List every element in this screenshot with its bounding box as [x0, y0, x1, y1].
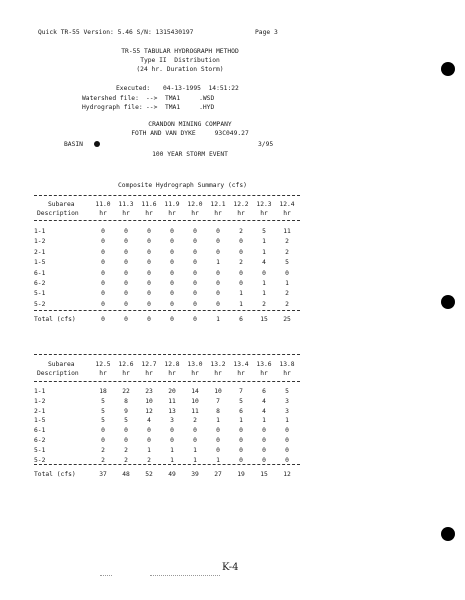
table-cell: 0: [239, 269, 243, 277]
table-cell: 0: [101, 437, 105, 444]
table-cell: 0: [124, 427, 128, 435]
company-name: CRANDON MINING COMPANY: [148, 121, 232, 128]
table-cell: 0: [147, 427, 151, 435]
table-cell: 1: [170, 456, 174, 464]
table-cell: 0: [147, 238, 151, 246]
row-label: 5-2: [34, 300, 46, 308]
time-header: 12.8: [164, 361, 180, 368]
subarea-header: Subarea: [48, 361, 75, 368]
table-cell: 2: [285, 300, 289, 308]
table-cell: 0: [193, 300, 197, 308]
row-label: 2-1: [34, 407, 46, 415]
table-cell: 0: [239, 238, 243, 246]
table-cell: 8: [124, 397, 128, 405]
table-cell: 0: [101, 269, 105, 277]
basin-marker-icon: [94, 141, 100, 147]
row-label: 6-2: [34, 437, 46, 444]
date-label: 3/95: [258, 141, 274, 148]
table-cell: 6: [239, 407, 243, 415]
total-cell: 15: [260, 316, 268, 323]
table-cell: 4: [147, 417, 151, 425]
table-cell: 0: [147, 259, 151, 267]
page-number: Page 3: [255, 29, 278, 36]
row-label: 5-1: [34, 446, 46, 454]
row-label: 5-2: [34, 456, 46, 464]
table-cell: 0: [193, 238, 197, 246]
row-label: 6-1: [34, 427, 46, 435]
table-cell: 0: [147, 248, 151, 256]
table-cell: 0: [216, 300, 220, 308]
table-cell: 0: [193, 259, 197, 267]
table-cell: 0: [170, 269, 174, 277]
table-cell: 1: [147, 446, 151, 454]
total-cell: 0: [101, 316, 105, 323]
total-cell: 49: [168, 471, 176, 478]
table-cell: 2: [285, 290, 289, 298]
table-cell: 1: [239, 290, 243, 298]
table-cell: 0: [124, 269, 128, 277]
table-cell: 23: [145, 388, 153, 395]
table-cell: 1: [193, 456, 197, 464]
table-cell: 0: [147, 269, 151, 277]
row-label: 1-2: [34, 397, 46, 405]
table-cell: 7: [239, 388, 243, 395]
table-cell: 0: [216, 446, 220, 454]
table-cell: 0: [101, 259, 105, 267]
table-cell: 0: [101, 427, 105, 435]
total-cell: 52: [145, 471, 153, 478]
table-cell: 0: [285, 269, 289, 277]
time-unit: hr: [283, 370, 291, 377]
row-label: 2-1: [34, 248, 46, 256]
table-cell: 0: [124, 238, 128, 246]
footer-scan-mark: [150, 575, 220, 576]
table-cell: 0: [124, 248, 128, 256]
row-label: 1-1: [34, 388, 46, 395]
table-cell: 0: [170, 290, 174, 298]
table-cell: 0: [193, 280, 197, 287]
table-cell: 0: [193, 427, 197, 435]
table-cell: 1: [216, 259, 220, 267]
table-cell: 2: [124, 456, 128, 464]
time-unit: hr: [168, 370, 176, 377]
total-cell: 0: [170, 316, 174, 323]
binder-hole-top: [441, 62, 455, 76]
footer-scan-mark-left: [100, 575, 112, 576]
time-unit: hr: [191, 210, 199, 217]
hydrograph-label: Hydrograph file:: [82, 104, 143, 111]
table-cell: 4: [262, 397, 266, 405]
consultant-name: FOTH AND VAN DYKE 93C049.27: [131, 130, 249, 137]
total-cell: 19: [237, 471, 245, 478]
table1-bottom-rule: [34, 310, 300, 311]
time-unit: hr: [122, 210, 130, 217]
table-cell: 0: [170, 300, 174, 308]
binder-hole-bottom: [441, 527, 455, 541]
table-cell: 0: [216, 437, 220, 444]
time-unit: hr: [99, 370, 107, 377]
table-cell: 0: [147, 300, 151, 308]
table-cell: 0: [285, 437, 289, 444]
table-cell: 11: [191, 407, 199, 415]
watershed-label: Watershed file:: [82, 95, 139, 102]
table-cell: 1: [262, 280, 266, 287]
table-cell: 2: [239, 259, 243, 267]
table-cell: 1: [262, 238, 266, 246]
time-header: 12.2: [233, 201, 249, 208]
table-cell: 0: [170, 259, 174, 267]
page-id-footer: K-4: [222, 562, 239, 573]
table-cell: 0: [101, 300, 105, 308]
total-cell: 0: [124, 316, 128, 323]
time-header: 12.6: [118, 361, 134, 368]
time-unit: hr: [99, 210, 107, 217]
time-header: 11.9: [164, 201, 180, 208]
table-cell: 0: [262, 456, 266, 464]
table-cell: 0: [262, 269, 266, 277]
table-cell: 2: [262, 300, 266, 308]
table-cell: 9: [124, 407, 128, 415]
table-cell: 18: [99, 388, 107, 395]
table-cell: 0: [193, 248, 197, 256]
table-cell: 1: [285, 280, 289, 287]
table-cell: 1: [239, 300, 243, 308]
row-label: 6-2: [34, 280, 46, 287]
description-header: Description: [37, 210, 79, 217]
table-cell: 0: [101, 228, 105, 235]
total-cell: 0: [193, 316, 197, 323]
time-header: 13.0: [187, 361, 203, 368]
table-cell: 5: [101, 397, 105, 405]
table-cell: 5: [262, 228, 266, 235]
table-cell: 0: [193, 269, 197, 277]
total-cell: 48: [122, 471, 130, 478]
time-unit: hr: [237, 370, 245, 377]
table-cell: 0: [216, 290, 220, 298]
table-cell: 0: [170, 228, 174, 235]
executed-label: Executed:: [116, 85, 151, 92]
subarea-header: Subarea: [48, 201, 75, 208]
table-cell: 0: [262, 427, 266, 435]
table-cell: 0: [216, 280, 220, 287]
table-cell: 11: [168, 397, 176, 405]
table-cell: 0: [193, 290, 197, 298]
table-cell: 0: [262, 446, 266, 454]
row-label: 1-5: [34, 417, 46, 425]
table-cell: 22: [122, 388, 130, 395]
row-label: 1-2: [34, 238, 46, 246]
total-cell: 37: [99, 471, 107, 478]
table-cell: 8: [216, 407, 220, 415]
table-cell: 6: [262, 388, 266, 395]
table-cell: 0: [285, 456, 289, 464]
table-cell: 0: [170, 248, 174, 256]
table-cell: 0: [101, 290, 105, 298]
total-cell: 25: [283, 316, 291, 323]
table2-total-label: Total (cfs): [34, 471, 76, 478]
distribution-line: Type II Distribution: [140, 57, 220, 64]
table-cell: 4: [262, 259, 266, 267]
table1-top-rule: [34, 195, 300, 196]
binder-hole-middle: [441, 295, 455, 309]
table-cell: 2: [239, 228, 243, 235]
table-cell: 3: [285, 397, 289, 405]
summary-title: Composite Hydrograph Summary (cfs): [118, 182, 247, 189]
table-cell: 0: [216, 238, 220, 246]
table-cell: 0: [101, 280, 105, 287]
total-cell: 0: [147, 316, 151, 323]
table-cell: 12: [145, 407, 153, 415]
table-cell: 0: [193, 437, 197, 444]
time-header: 11.0: [95, 201, 111, 208]
table-cell: 20: [168, 388, 176, 395]
table-cell: 2: [124, 446, 128, 454]
table2-header-rule: [34, 381, 300, 382]
time-unit: hr: [191, 370, 199, 377]
time-unit: hr: [260, 210, 268, 217]
table-cell: 2: [101, 456, 105, 464]
time-header: 12.4: [279, 201, 295, 208]
table-cell: 0: [124, 228, 128, 235]
total-cell: 12: [283, 471, 291, 478]
table-cell: 0: [124, 280, 128, 287]
total-cell: 1: [216, 316, 220, 323]
time-unit: hr: [145, 210, 153, 217]
table-cell: 1: [285, 417, 289, 425]
table-cell: 0: [239, 437, 243, 444]
table-cell: 0: [285, 446, 289, 454]
time-unit: hr: [237, 210, 245, 217]
table-cell: 13: [168, 407, 176, 415]
table-cell: 0: [147, 228, 151, 235]
row-label: 1-1: [34, 228, 46, 235]
table-cell: 3: [285, 407, 289, 415]
program-header: Quick TR-55 Version: 5.46 S/N: 1315430197: [38, 29, 194, 36]
time-unit: hr: [283, 210, 291, 217]
table-cell: 0: [239, 280, 243, 287]
time-header: 11.3: [118, 201, 134, 208]
table-cell: 0: [124, 437, 128, 444]
table-cell: 0: [170, 427, 174, 435]
time-header: 13.4: [233, 361, 249, 368]
row-label: 1-5: [34, 259, 46, 267]
total-cell: 27: [214, 471, 222, 478]
table-cell: 1: [193, 446, 197, 454]
table-cell: 0: [101, 248, 105, 256]
table-cell: 0: [124, 290, 128, 298]
table-cell: 0: [216, 269, 220, 277]
time-header: 11.6: [141, 201, 157, 208]
row-label: 6-1: [34, 269, 46, 277]
table-cell: 5: [101, 417, 105, 425]
table2-bottom-rule: [34, 464, 300, 465]
time-unit: hr: [214, 370, 222, 377]
table2-top-rule: [34, 354, 300, 355]
time-header: 12.7: [141, 361, 157, 368]
time-header: 12.5: [95, 361, 111, 368]
table-cell: 0: [101, 238, 105, 246]
table1-total-label: Total (cfs): [34, 316, 76, 323]
table-cell: 0: [170, 238, 174, 246]
table-cell: 5: [239, 397, 243, 405]
table-cell: 2: [285, 238, 289, 246]
time-header: 13.6: [256, 361, 272, 368]
table-cell: 0: [124, 300, 128, 308]
table-cell: 10: [145, 397, 153, 405]
storm-line: (24 hr. Duration Storm): [136, 66, 224, 73]
table-cell: 0: [216, 248, 220, 256]
time-unit: hr: [145, 370, 153, 377]
table-cell: 14: [191, 388, 199, 395]
table-cell: 1: [262, 417, 266, 425]
executed-value: 04-13-1995 14:51:22: [163, 85, 239, 92]
total-cell: 39: [191, 471, 199, 478]
time-header: 13.8: [279, 361, 295, 368]
time-unit: hr: [214, 210, 222, 217]
table-cell: 1: [170, 446, 174, 454]
table-cell: 5: [285, 259, 289, 267]
hydrograph-value: --> TMA1 .HYD: [146, 104, 215, 111]
storm-event-title: 100 YEAR STORM EVENT: [152, 151, 228, 158]
table-cell: 0: [239, 446, 243, 454]
table-cell: 0: [216, 427, 220, 435]
description-header: Description: [37, 370, 79, 377]
table1-header-rule: [34, 220, 300, 221]
table-cell: 5: [101, 407, 105, 415]
table-cell: 2: [101, 446, 105, 454]
time-unit: hr: [260, 370, 268, 377]
table-cell: 3: [170, 417, 174, 425]
table-cell: 0: [170, 437, 174, 444]
table-cell: 0: [239, 427, 243, 435]
time-unit: hr: [122, 370, 130, 377]
table-cell: 11: [283, 228, 291, 235]
watershed-value: --> TMA1 .WSD: [146, 95, 215, 102]
table-cell: 1: [262, 290, 266, 298]
table-cell: 0: [285, 427, 289, 435]
table-cell: 0: [262, 437, 266, 444]
table-cell: 0: [193, 228, 197, 235]
table-cell: 0: [147, 437, 151, 444]
time-header: 12.1: [210, 201, 226, 208]
total-cell: 6: [239, 316, 243, 323]
table-cell: 0: [147, 290, 151, 298]
table-cell: 5: [285, 388, 289, 395]
table-cell: 0: [239, 456, 243, 464]
table-cell: 7: [216, 397, 220, 405]
total-cell: 15: [260, 471, 268, 478]
table-cell: 2: [147, 456, 151, 464]
table-cell: 0: [170, 280, 174, 287]
time-header: 12.0: [187, 201, 203, 208]
table-cell: 1: [216, 456, 220, 464]
table-cell: 0: [239, 248, 243, 256]
time-header: 12.3: [256, 201, 272, 208]
basin-label: BASIN: [64, 141, 83, 148]
table-cell: 0: [216, 228, 220, 235]
table-cell: 0: [147, 280, 151, 287]
table-cell: 1: [216, 417, 220, 425]
table-cell: 2: [193, 417, 197, 425]
table-cell: 1: [262, 248, 266, 256]
method-title: TR-55 TABULAR HYDROGRAPH METHOD: [121, 48, 239, 55]
table-cell: 10: [214, 388, 222, 395]
table-cell: 10: [191, 397, 199, 405]
time-unit: hr: [168, 210, 176, 217]
table-cell: 2: [285, 248, 289, 256]
table-cell: 4: [262, 407, 266, 415]
row-label: 5-1: [34, 290, 46, 298]
table-cell: 1: [239, 417, 243, 425]
time-header: 13.2: [210, 361, 226, 368]
table-cell: 5: [124, 417, 128, 425]
table-cell: 0: [124, 259, 128, 267]
